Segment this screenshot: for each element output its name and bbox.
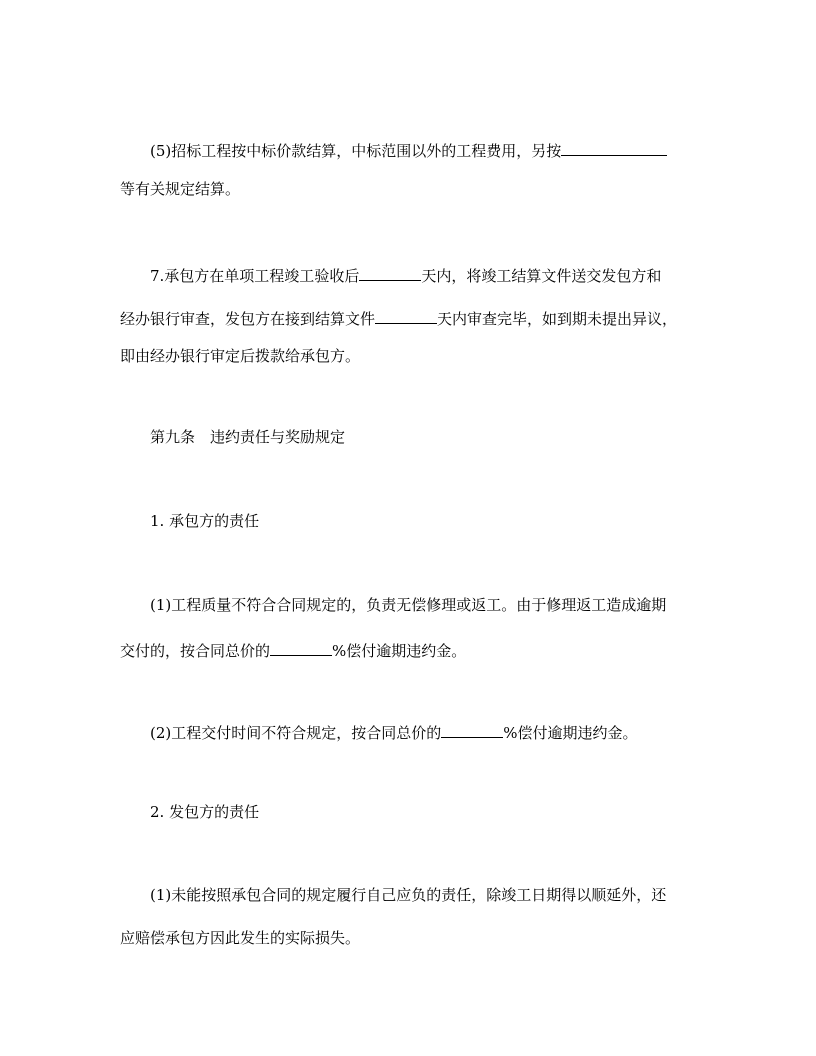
- clause-5-line-1: [150, 140, 667, 159]
- delay-percent-blank[interactable]: [441, 722, 503, 738]
- employer-item-1-line-2: 应赔偿承包方因此发生的实际损失。: [120, 929, 361, 947]
- article-9-heading: 第九条 违约责任与奖励规定: [150, 428, 346, 446]
- item-7-text-c: 经办银行审查，发包方在接到结算文件: [120, 310, 376, 328]
- contractor-responsibility-heading: 1. 承包方的责任: [150, 512, 260, 530]
- clause-5-line-2: 等有关规定结算。: [120, 180, 241, 198]
- review-days-blank[interactable]: [375, 308, 437, 324]
- employer-responsibility-heading: 2. 发包方的责任: [150, 803, 260, 821]
- fill-in-blank[interactable]: [561, 140, 667, 156]
- contractor-item-1-line-1: (1)工程质量不符合合同规定的，负责无偿修理或返工。由于修理返工造成逾期: [150, 596, 667, 614]
- clause-5-text: (5)招标工程按中标价款结算，中标范围以外的工程费用，另按: [150, 142, 562, 160]
- contractor-item-2: [150, 722, 638, 741]
- contractor-item-2-text-a: (2)工程交付时间不符合规定，按合同总价的: [150, 724, 442, 742]
- item-7-text-a: 7.承包方在单项工程竣工验收后: [150, 267, 360, 285]
- item-7-text-d: 天内审查完毕，如到期未提出异议，: [437, 310, 678, 328]
- penalty-percent-blank[interactable]: [270, 640, 332, 656]
- item-7-text-b: 天内，将竣工结算文件送交发包方和: [421, 267, 662, 285]
- item-7-line-1: [150, 265, 661, 284]
- contractor-item-1-line-2: [120, 640, 466, 659]
- days-blank[interactable]: [359, 265, 421, 281]
- employer-item-1-line-1: (1)未能按照承包合同的规定履行自己应负的责任，除竣工日期得以顺延外，还: [150, 886, 667, 904]
- contractor-item-1-text-b: %偿付逾期违约金。: [332, 642, 467, 660]
- contractor-item-2-text-b: %偿付逾期违约金。: [503, 724, 638, 742]
- item-7-line-3: 即由经办银行审定后拨款给承包方。: [120, 347, 361, 365]
- contractor-item-1-text-a: 交付的，按合同总价的: [120, 642, 271, 660]
- item-7-line-2: [120, 308, 677, 327]
